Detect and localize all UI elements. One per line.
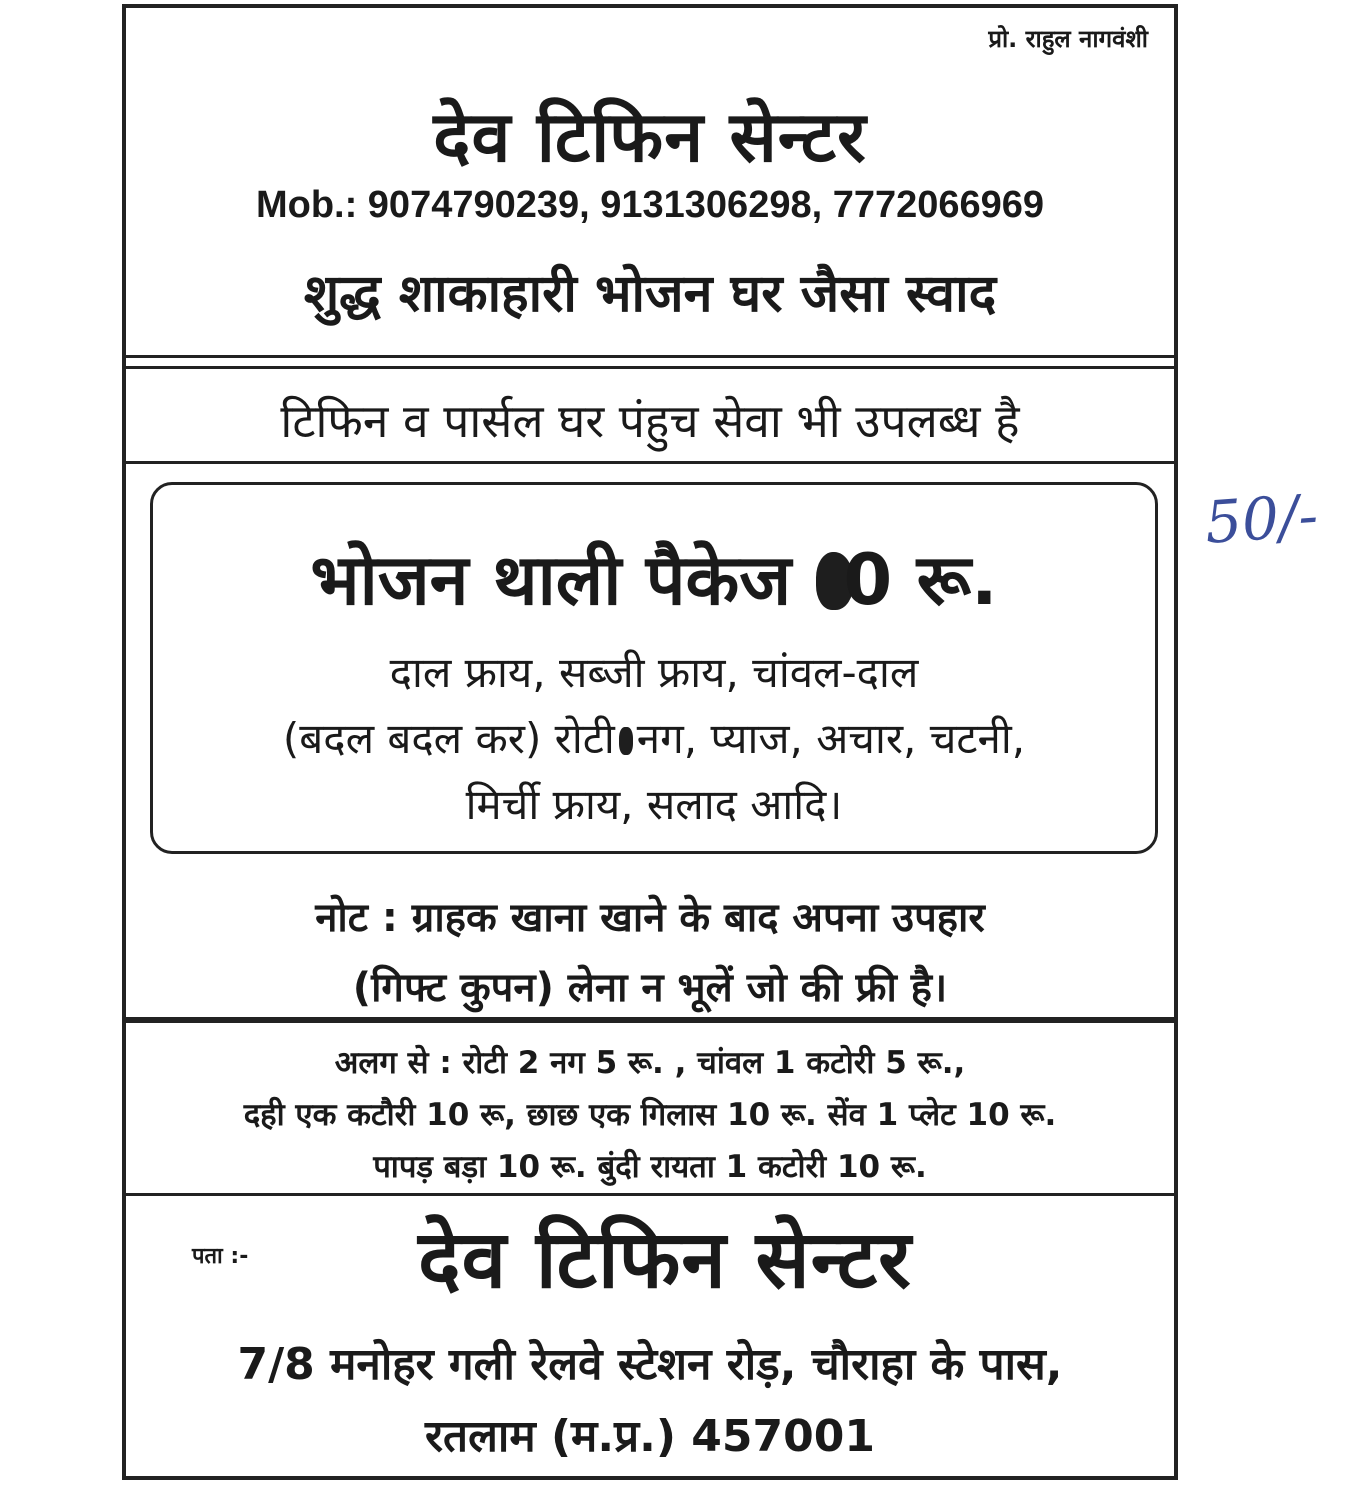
mobile-numbers: Mob.: 9074790239, 9131306298, 7772066969: [255, 184, 1045, 226]
package-section: [126, 464, 1174, 1020]
package-title-line: [153, 529, 1155, 625]
package-items-line-1: दाल फ्राय, सब्जी फ्राय, चांवल-दाल: [389, 648, 919, 697]
brand-title: देव टिफिन सेन्टर: [433, 96, 867, 178]
extras-section: [126, 1020, 1174, 1196]
package-price: 0 रू.: [843, 539, 998, 621]
address-brand: देव टिफिन सेन्टर: [418, 1213, 912, 1306]
address-label: पता :-: [192, 1244, 249, 1269]
delivery-text: टिफिन व पार्सल घर पंहुच सेवा भी उपलब्ध है: [280, 394, 1020, 448]
package-items-line-2: [153, 709, 1155, 766]
note-line-1: नोट : ग्राहक खाना खाने के बाद अपना उपहार: [315, 895, 985, 941]
extras-line-2: दही एक कटौरी 10 रू, छाछ एक गिलास 10 रू. सेंव 1 प्लेट 10 रू.: [243, 1097, 1057, 1133]
note-line-2: (गिफ्ट कुपन) लेना न भूलें जो की फ्री है।: [352, 965, 948, 1011]
handwritten-price-note: 50/-: [1202, 481, 1321, 557]
delivery-section: [126, 366, 1174, 464]
extras-line-3: पापड़ बड़ा 10 रू. बुंदी रायता 1 कटोरी 10 रू.: [373, 1149, 927, 1185]
roti-count-blot: [619, 727, 633, 755]
address-line-1: 7/8 मनोहर गली रेलवे स्टेशन रोड़, चौराहा के पास,: [237, 1339, 1063, 1390]
extras-line-1: अलग से : रोटी 2 नग 5 रू. , चांवल 1 कटोरी 5 रू.,: [334, 1045, 966, 1081]
package-items-line-2a: (बदल बदल कर) रोटी: [282, 714, 615, 763]
package-items-line-2b: नग, प्याज, अचार, चटनी,: [636, 714, 1026, 763]
tagline: शुद्ध शाकाहारी भोजन घर जैसा स्वाद: [303, 264, 997, 324]
package-box: [150, 482, 1158, 854]
proprietor-name: प्रो. राहुल नागवंशी: [988, 25, 1148, 53]
package-title: भोजन थाली पैकेज: [310, 539, 792, 621]
tiffin-flyer: [122, 4, 1178, 1480]
header-section: [126, 8, 1174, 358]
address-line-2: रतलाम (म.प्र.) 457001: [425, 1411, 875, 1462]
address-section: [126, 1196, 1174, 1476]
package-items-line-3: मिर्ची फ्राय, सलाद आदि।: [465, 780, 843, 829]
